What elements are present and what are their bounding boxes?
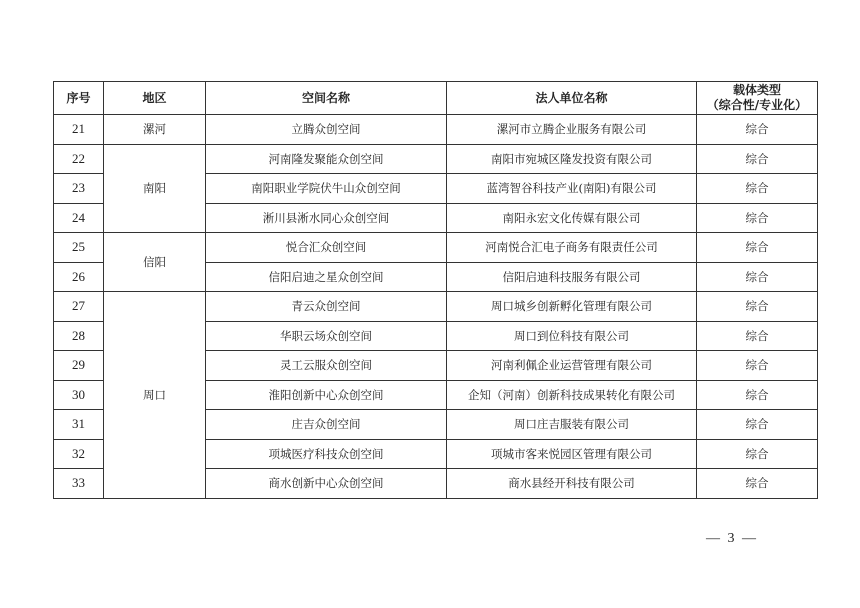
header-index: 序号 — [54, 82, 104, 115]
row-region: 南阳 — [104, 144, 206, 233]
row-type: 综合 — [697, 262, 818, 292]
row-space-name: 淮阳创新中心众创空间 — [206, 380, 447, 410]
row-type: 综合 — [697, 321, 818, 351]
row-space-name: 河南隆发聚能众创空间 — [206, 144, 447, 174]
row-space-name: 淅川县淅水同心众创空间 — [206, 203, 447, 233]
row-space-name: 青云众创空间 — [206, 292, 447, 322]
row-legal-entity: 周口到位科技有限公司 — [447, 321, 697, 351]
table-row — [54, 233, 818, 263]
row-space-name: 灵工云服众创空间 — [206, 351, 447, 381]
row-type: 综合 — [697, 174, 818, 204]
row-type: 综合 — [697, 439, 818, 469]
row-space-name: 商水创新中心众创空间 — [206, 469, 447, 499]
row-legal-entity: 蓝湾智谷科技产业(南阳)有限公司 — [447, 174, 697, 204]
row-index: 28 — [54, 321, 104, 351]
row-legal-entity: 河南利佩企业运营管理有限公司 — [447, 351, 697, 381]
header-carrier-type-line1: 载体类型 — [732, 83, 781, 97]
row-region: 漯河 — [104, 115, 206, 145]
row-legal-entity: 漯河市立腾企业服务有限公司 — [447, 115, 697, 145]
row-index: 26 — [54, 262, 104, 292]
row-type: 综合 — [697, 144, 818, 174]
row-index: 23 — [54, 174, 104, 204]
row-index: 29 — [54, 351, 104, 381]
row-type: 综合 — [697, 233, 818, 263]
row-index: 31 — [54, 410, 104, 440]
row-space-name: 立腾众创空间 — [206, 115, 447, 145]
row-index: 33 — [54, 469, 104, 499]
row-index: 32 — [54, 439, 104, 469]
row-type: 综合 — [697, 203, 818, 233]
header-region: 地区 — [104, 82, 206, 115]
page-number: — 3 — — [706, 531, 758, 546]
space-list-table — [53, 81, 818, 499]
row-legal-entity: 企知（河南）创新科技成果转化有限公司 — [447, 380, 697, 410]
row-space-name: 庄吉众创空间 — [206, 410, 447, 440]
row-index: 27 — [54, 292, 104, 322]
row-type: 综合 — [697, 351, 818, 381]
row-legal-entity: 周口庄吉服装有限公司 — [447, 410, 697, 440]
header-carrier-type-line2: （综合性/专业化） — [706, 98, 808, 112]
row-index: 22 — [54, 144, 104, 174]
header-carrier-type — [697, 82, 818, 115]
row-type: 综合 — [697, 115, 818, 145]
row-legal-entity: 南阳永宏文化传媒有限公司 — [447, 203, 697, 233]
row-space-name: 项城医疗科技众创空间 — [206, 439, 447, 469]
row-legal-entity: 南阳市宛城区隆发投资有限公司 — [447, 144, 697, 174]
row-space-name: 南阳职业学院伏牛山众创空间 — [206, 174, 447, 204]
row-region: 信阳 — [104, 233, 206, 292]
row-index: 25 — [54, 233, 104, 263]
row-region: 周口 — [104, 292, 206, 499]
row-space-name: 信阳启迪之星众创空间 — [206, 262, 447, 292]
row-legal-entity: 信阳启迪科技服务有限公司 — [447, 262, 697, 292]
row-index: 21 — [54, 115, 104, 145]
table-row — [54, 144, 818, 174]
row-type: 综合 — [697, 292, 818, 322]
table-row — [54, 115, 818, 145]
row-legal-entity: 商水县经开科技有限公司 — [447, 469, 697, 499]
row-legal-entity: 周口城乡创新孵化管理有限公司 — [447, 292, 697, 322]
row-type: 综合 — [697, 380, 818, 410]
row-legal-entity: 项城市客来悦园区管理有限公司 — [447, 439, 697, 469]
table-row — [54, 292, 818, 322]
header-legal-entity: 法人单位名称 — [447, 82, 697, 115]
row-index: 24 — [54, 203, 104, 233]
table-header-row — [54, 82, 818, 115]
row-space-name: 华职云场众创空间 — [206, 321, 447, 351]
header-space-name: 空间名称 — [206, 82, 447, 115]
row-space-name: 悦合汇众创空间 — [206, 233, 447, 263]
row-type: 综合 — [697, 410, 818, 440]
row-legal-entity: 河南悦合汇电子商务有限责任公司 — [447, 233, 697, 263]
row-index: 30 — [54, 380, 104, 410]
row-type: 综合 — [697, 469, 818, 499]
